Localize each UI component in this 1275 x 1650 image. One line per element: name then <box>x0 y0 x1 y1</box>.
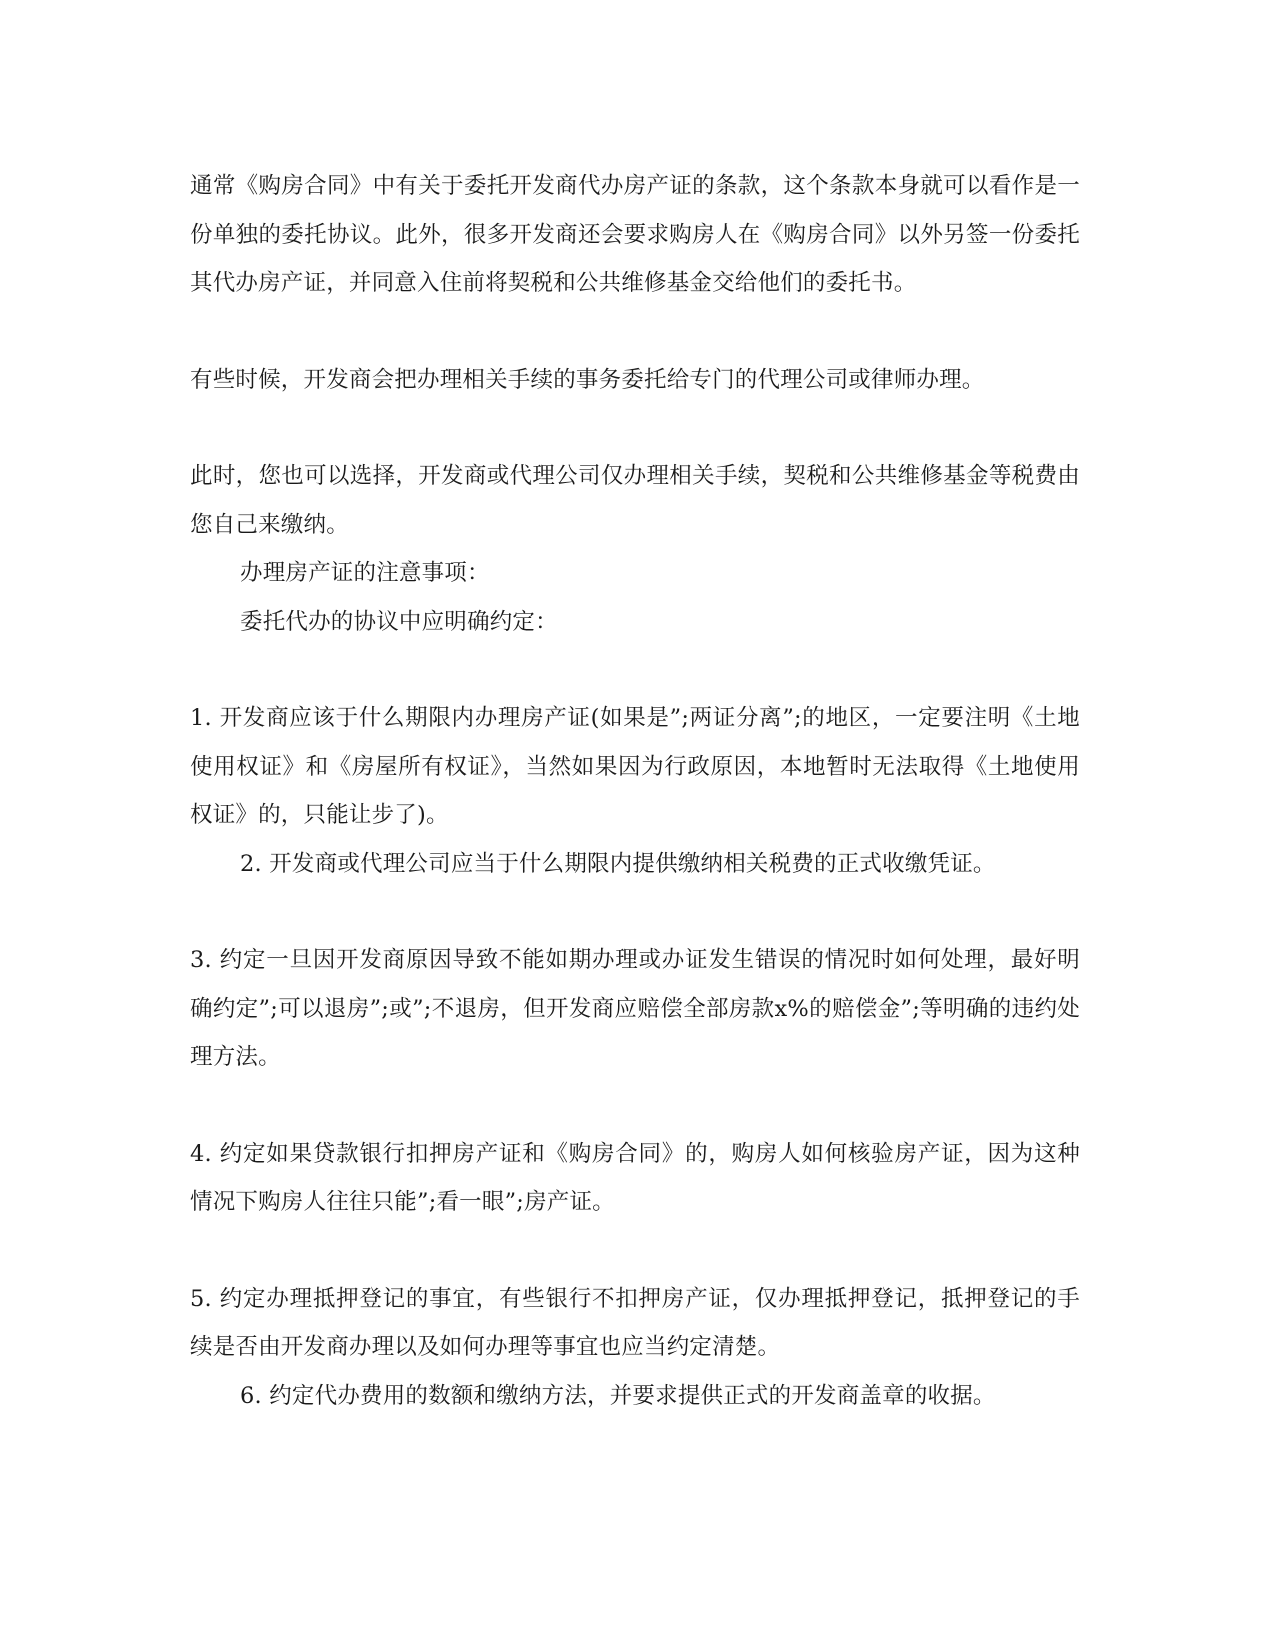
list-item-6: 6. 约定代办费用的数额和缴纳方法，并要求提供正式的开发商盖章的收据。 <box>240 1382 996 1409</box>
paragraph-agency: 有些时候，开发商会把办理相关手续的事务委托给专门的代理公司或律师办理。 <box>190 366 985 393</box>
list-item-3: 3. 约定一旦因开发商原因导致不能如期办理或办证发生错误的情况时如何处理，最好明确约定”;可以退房”;或”;不退房，但开发商应赔偿全部房款x%的赔偿金”;等明确的违约处理方法。 <box>190 947 1080 1070</box>
paragraph-entrust-clause: 通常《购房合同》中有关于委托开发商代办房产证的条款，这个条款本身就可以看作是一份单独的委托协议。此外，很多开发商还会要求购房人在《购房合同》以外另签一份委托其代办房产证，并同意入住前将契税和公共维修基金交给他们的委托书。 <box>190 173 1080 296</box>
section-heading-agreement: 委托代办的协议中应明确约定： <box>240 608 558 635</box>
list-item-2: 2. 开发商或代理公司应当于什么期限内提供缴纳相关税费的正式收缴凭证。 <box>240 850 996 877</box>
list-item-4: 4. 约定如果贷款银行扣押房产证和《购房合同》的，购房人如何核验房产证，因为这种情况下购房人往往只能”;看一眼”;房产证。 <box>190 1140 1080 1215</box>
document-body <box>190 162 1080 1420</box>
section-heading-notes: 办理房产证的注意事项： <box>240 560 490 586</box>
list-item-5: 5. 约定办理抵押登记的事宜，有些银行不扣押房产证，仅办理抵押登记，抵押登记的手续是否由开发商办理以及如何办理等事宜也应当约定清楚。 <box>190 1285 1080 1360</box>
paragraph-self-pay: 此时，您也可以选择，开发商或代理公司仅办理相关手续，契税和公共维修基金等税费由您自己来缴纳。 <box>190 463 1080 538</box>
list-item-1: 1. 开发商应该于什么期限内办理房产证(如果是”;两证分离”;的地区，一定要注明《土地使用权证》和《房屋所有权证》，当然如果因为行政原因，本地暂时无法取得《土地使用权证》的，只能让步了)。 <box>190 705 1080 828</box>
